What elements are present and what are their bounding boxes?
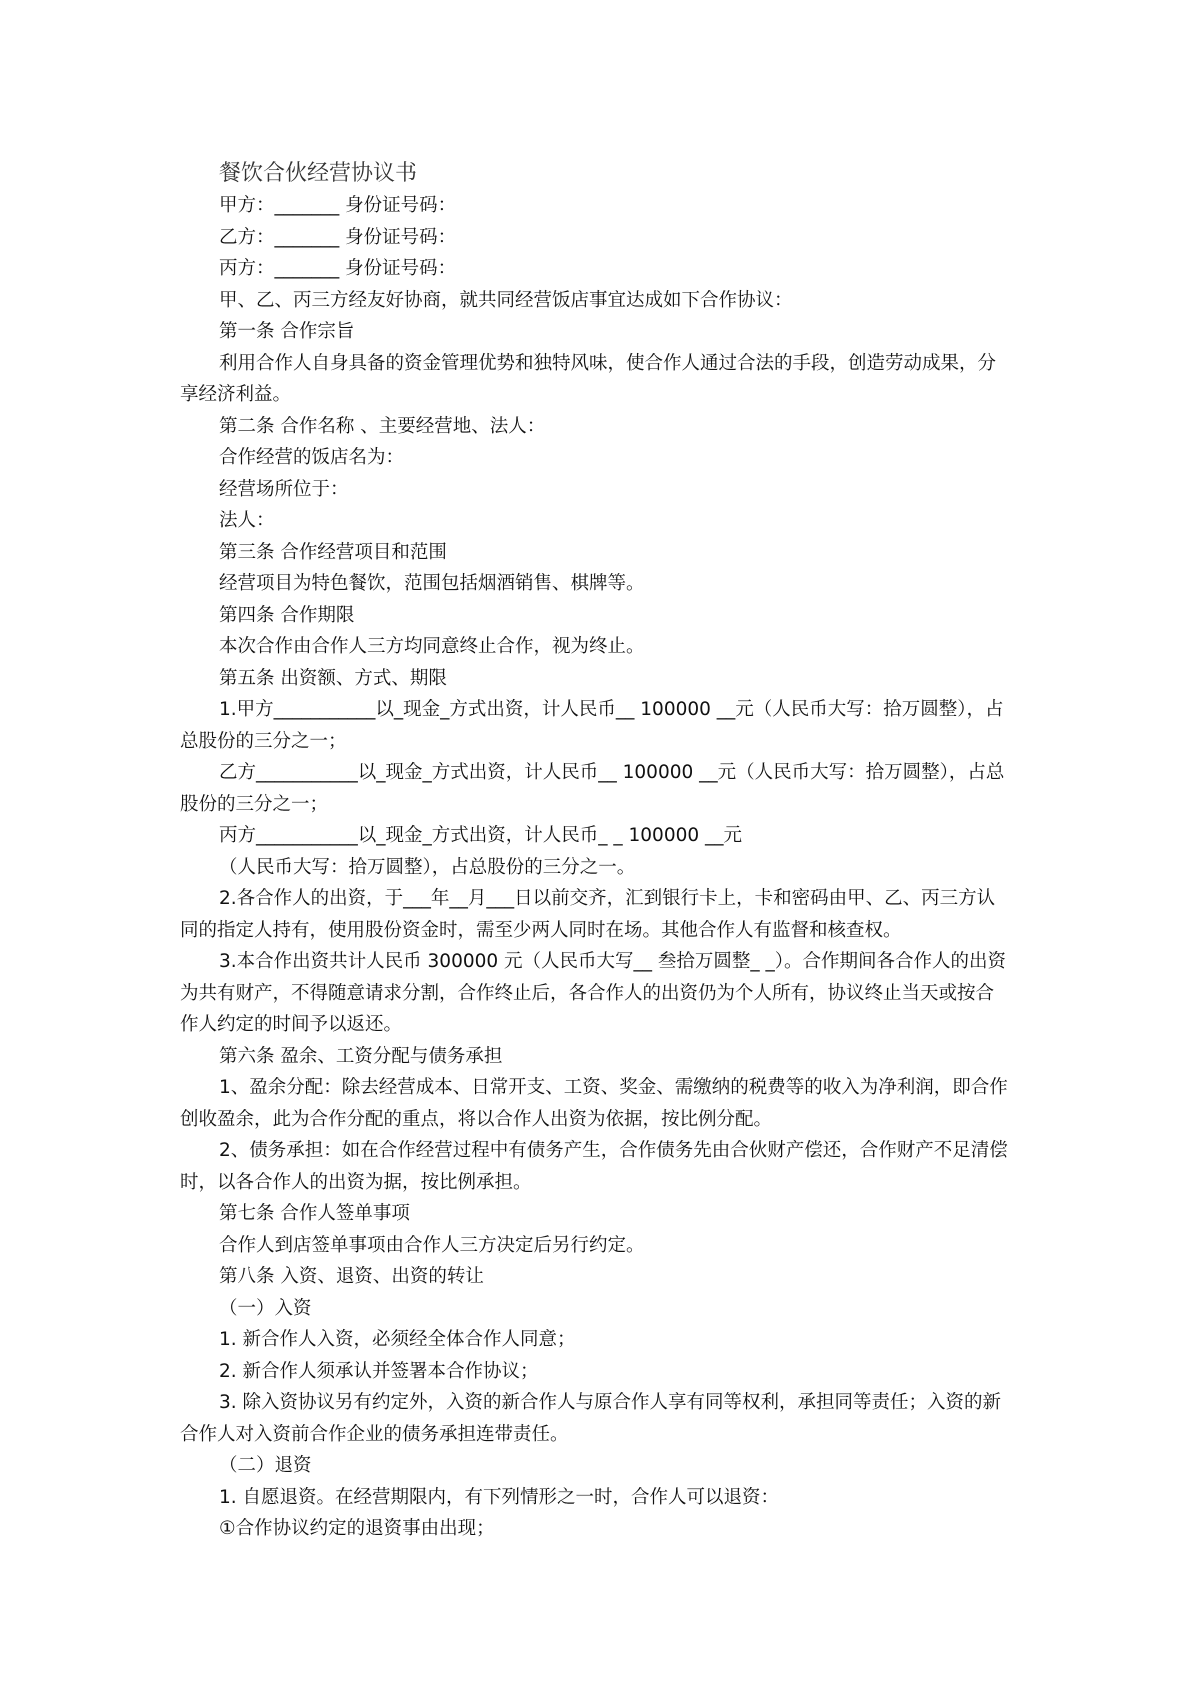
list-item: 3. 除入资协议另有约定外，入资的新合作人与原合作人享有同等权利，承担同等责任；入资的新合作人对入资前合作企业的债务承担连带责任。 [180, 1392, 1002, 1445]
paragraph: 丙方___________以_现金_方式出资，计人民币_ _ 100000 __元 [219, 825, 743, 846]
list-item: ①合作协议约定的退资事由出现； [219, 1518, 495, 1539]
paragraph: 3.本合作出资共计人民币 300000 元（人民币大写__ 叁拾万圆整_ _）。合作期间各合作人的出资为共有财产，不得随意请求分割，合作终止后，各合作人的出资仍为个人所有，协议终止当天或按合作人约定的时间予以返还。 [180, 951, 1007, 1035]
paragraph: 2、债务承担：如在合作经营过程中有债务产生，合作债务先由合伙财产偿还，合作财产不足清偿时，以各合作人的出资为据，按比例承担。 [180, 1140, 1008, 1193]
paragraph: 本次合作由合作人三方均同意终止合作，视为终止。 [219, 636, 645, 657]
subsection-heading: （二）退资 [219, 1455, 312, 1476]
section-heading: 第二条 合作名称 、主要经营地、法人： [219, 415, 546, 437]
paragraph: 合作人到店签单事项由合作人三方决定后另行约定。 [219, 1234, 645, 1256]
paragraph: 甲、乙、丙三方经友好协商，就共同经营饭店事宜达成如下合作协议： [219, 289, 793, 311]
party-c-line: 丙方：_______ 身份证号码： [219, 258, 457, 279]
party-b-line: 乙方：_______ 身份证号码： [219, 226, 457, 248]
section-heading: 第七条 合作人签单事项 [219, 1203, 410, 1224]
list-item: 1. 自愿退资。在经营期限内，有下列情形之一时，合作人可以退资： [219, 1486, 780, 1508]
section-heading: 第五条 出资额、方式、期限 [219, 667, 447, 689]
section-heading: 第八条 入资、退资、出资的转让 [219, 1266, 484, 1287]
list-item: 1. 新合作人入资，必须经全体合作人同意； [219, 1329, 576, 1350]
paragraph: 利用合作人自身具备的资金管理优势和独特风味，使合作人通过合法的手段，创造劳动成果，分享经济利益。 [180, 352, 997, 405]
party-a-line: 甲方：_______ 身份证号码： [219, 195, 457, 216]
document-body [180, 190, 1010, 1545]
paragraph: 2.各合作人的出资，于___年__月___日以前交齐，汇到银行卡上，卡和密码由甲、乙、丙三方认同的指定人持有，使用股份资金时，需至少两人同时在场。其他合作人有监督和核查权。 [180, 888, 996, 941]
section-heading: 第一条 合作宗旨 [219, 321, 355, 342]
section-heading: 第三条 合作经营项目和范围 [219, 541, 447, 563]
paragraph: 法人： [219, 510, 275, 531]
paragraph: （人民币大写：拾万圆整），占总股份的三分之一。 [219, 856, 636, 878]
paragraph: 乙方___________以_现金_方式出资，计人民币__ 100000 __元（人民币大写：拾万圆整），占总股份的三分之一； [180, 762, 1005, 815]
paragraph: 经营场所位于： [219, 478, 349, 500]
paragraph: 经营项目为特色餐饮，范围包括烟酒销售、棋牌等。 [219, 573, 645, 594]
document-title: 餐饮合伙经营协议书 [219, 161, 418, 186]
list-item: 2. 新合作人须承认并签署本合作协议； [219, 1360, 539, 1382]
section-heading: 第四条 合作期限 [219, 604, 355, 626]
paragraph: 1.甲方___________以_现金_方式出资，计人民币__ 100000 __元（人民币大写：拾万圆整），占总股份的三分之一； [180, 699, 1004, 752]
paragraph: 合作经营的饭店名为： [219, 447, 405, 468]
paragraph: 1、盈余分配：除去经营成本、日常开支、工资、奖金、需缴纳的税费等的收入为净利润，即合作创收盈余，此为合作分配的重点，将以合作人出资为依据，按比例分配。 [180, 1077, 1008, 1130]
subsection-heading: （一）入资 [219, 1297, 312, 1319]
section-heading: 第六条 盈余、工资分配与债务承担 [219, 1045, 503, 1067]
